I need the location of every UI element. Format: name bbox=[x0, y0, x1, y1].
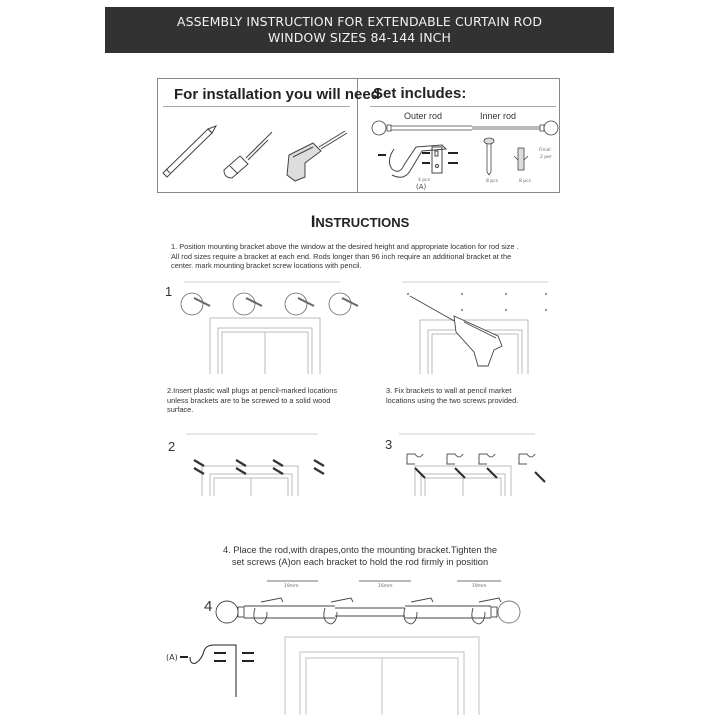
tools-box-title: For installation you will need bbox=[174, 86, 380, 103]
step3-text-line2: locations using the two screws provided. bbox=[386, 395, 519, 405]
dimension-lines bbox=[265, 578, 555, 588]
plug-qty: 8 pcs bbox=[519, 179, 531, 184]
instructions-title bbox=[0, 212, 720, 232]
step4-text bbox=[0, 545, 720, 568]
dimension-label-1: 19mm bbox=[284, 584, 299, 589]
step1-text-line2: All rod sizes require a bracket at each end. Rods longer than 96 inch require an additional bracket at the bbox=[171, 251, 512, 261]
step2-text-line1: 2.Insert plastic wall plugs at pencil-marked locations bbox=[167, 386, 338, 395]
step3-fix-brackets-figure bbox=[395, 432, 560, 497]
pencil-icon bbox=[160, 125, 220, 180]
finial-label: Finial bbox=[539, 148, 551, 153]
step2-text bbox=[167, 386, 377, 415]
instructions-title-rest: NSTRUCTIONS bbox=[315, 215, 410, 230]
set-box-title: Set includes: bbox=[373, 85, 467, 102]
dimension-label-3: 19mm bbox=[472, 584, 487, 589]
wall-plug-icon bbox=[512, 146, 530, 174]
step3-text bbox=[386, 386, 561, 405]
instructions-title-initial: I bbox=[310, 212, 316, 231]
step1-marking-figure bbox=[180, 280, 355, 375]
curtain-rod-icon bbox=[370, 118, 560, 138]
bracket-icon bbox=[376, 143, 466, 183]
step2-wall-plugs-figure bbox=[180, 432, 340, 497]
step1-text bbox=[171, 242, 571, 271]
step4-number: 4 bbox=[204, 598, 213, 615]
screw-qty: 8 pcs bbox=[486, 179, 498, 184]
inner-rod-label: Inner rod bbox=[480, 111, 517, 121]
dimension-label-2: 16mm bbox=[378, 584, 393, 589]
step2-text-line2: unless brackets are to be screwed to a solid wood bbox=[167, 395, 331, 405]
tools-box-rule bbox=[163, 106, 350, 107]
step2-number: 2 bbox=[168, 439, 176, 454]
header-title-line2: WINDOW SIZES 84-144 INCH bbox=[268, 30, 451, 45]
step2-text-line3: surface. bbox=[167, 405, 194, 414]
page-header-banner bbox=[105, 7, 614, 53]
step4-rod-on-brackets-figure bbox=[215, 592, 555, 632]
bracket-qty: 4 pcs bbox=[418, 178, 430, 183]
bracket-marker-a: (A) bbox=[416, 183, 427, 191]
step4-window-figure bbox=[283, 635, 483, 715]
set-box-rule bbox=[370, 106, 556, 107]
step3-number: 3 bbox=[385, 437, 393, 452]
step4-text-line2: set screws (A)on each bracket to hold the rod firmly in position bbox=[231, 556, 489, 567]
bracket-detail-figure bbox=[180, 645, 260, 705]
screw-icon bbox=[482, 136, 496, 176]
header-title-line1: ASSEMBLY INSTRUCTION FOR EXTENDABLE CURTAIN ROD bbox=[176, 14, 543, 29]
detail-marker-a: (A) bbox=[166, 653, 178, 662]
step1-drilling-figure bbox=[398, 280, 558, 375]
step3-text-line1: 3. Fix brackets to wall at pencil market bbox=[386, 386, 512, 395]
step1-text-line3: center. mark mounting bracket screw locations with pencil. bbox=[171, 261, 362, 270]
step4-text-line1: 4. Place the rod,with drapes,onto the mounting bracket.Tighten the bbox=[222, 545, 498, 555]
step1-number: 1 bbox=[165, 284, 173, 299]
screwdriver-icon bbox=[222, 130, 282, 180]
drill-icon bbox=[283, 125, 353, 185]
step1-text-line1: 1. Position mounting bracket above the window at the desired height and appropriate location for rod size . bbox=[171, 242, 519, 251]
finial-qty: 2 per bbox=[540, 155, 552, 160]
outer-rod-label: Outer rod bbox=[404, 111, 443, 121]
